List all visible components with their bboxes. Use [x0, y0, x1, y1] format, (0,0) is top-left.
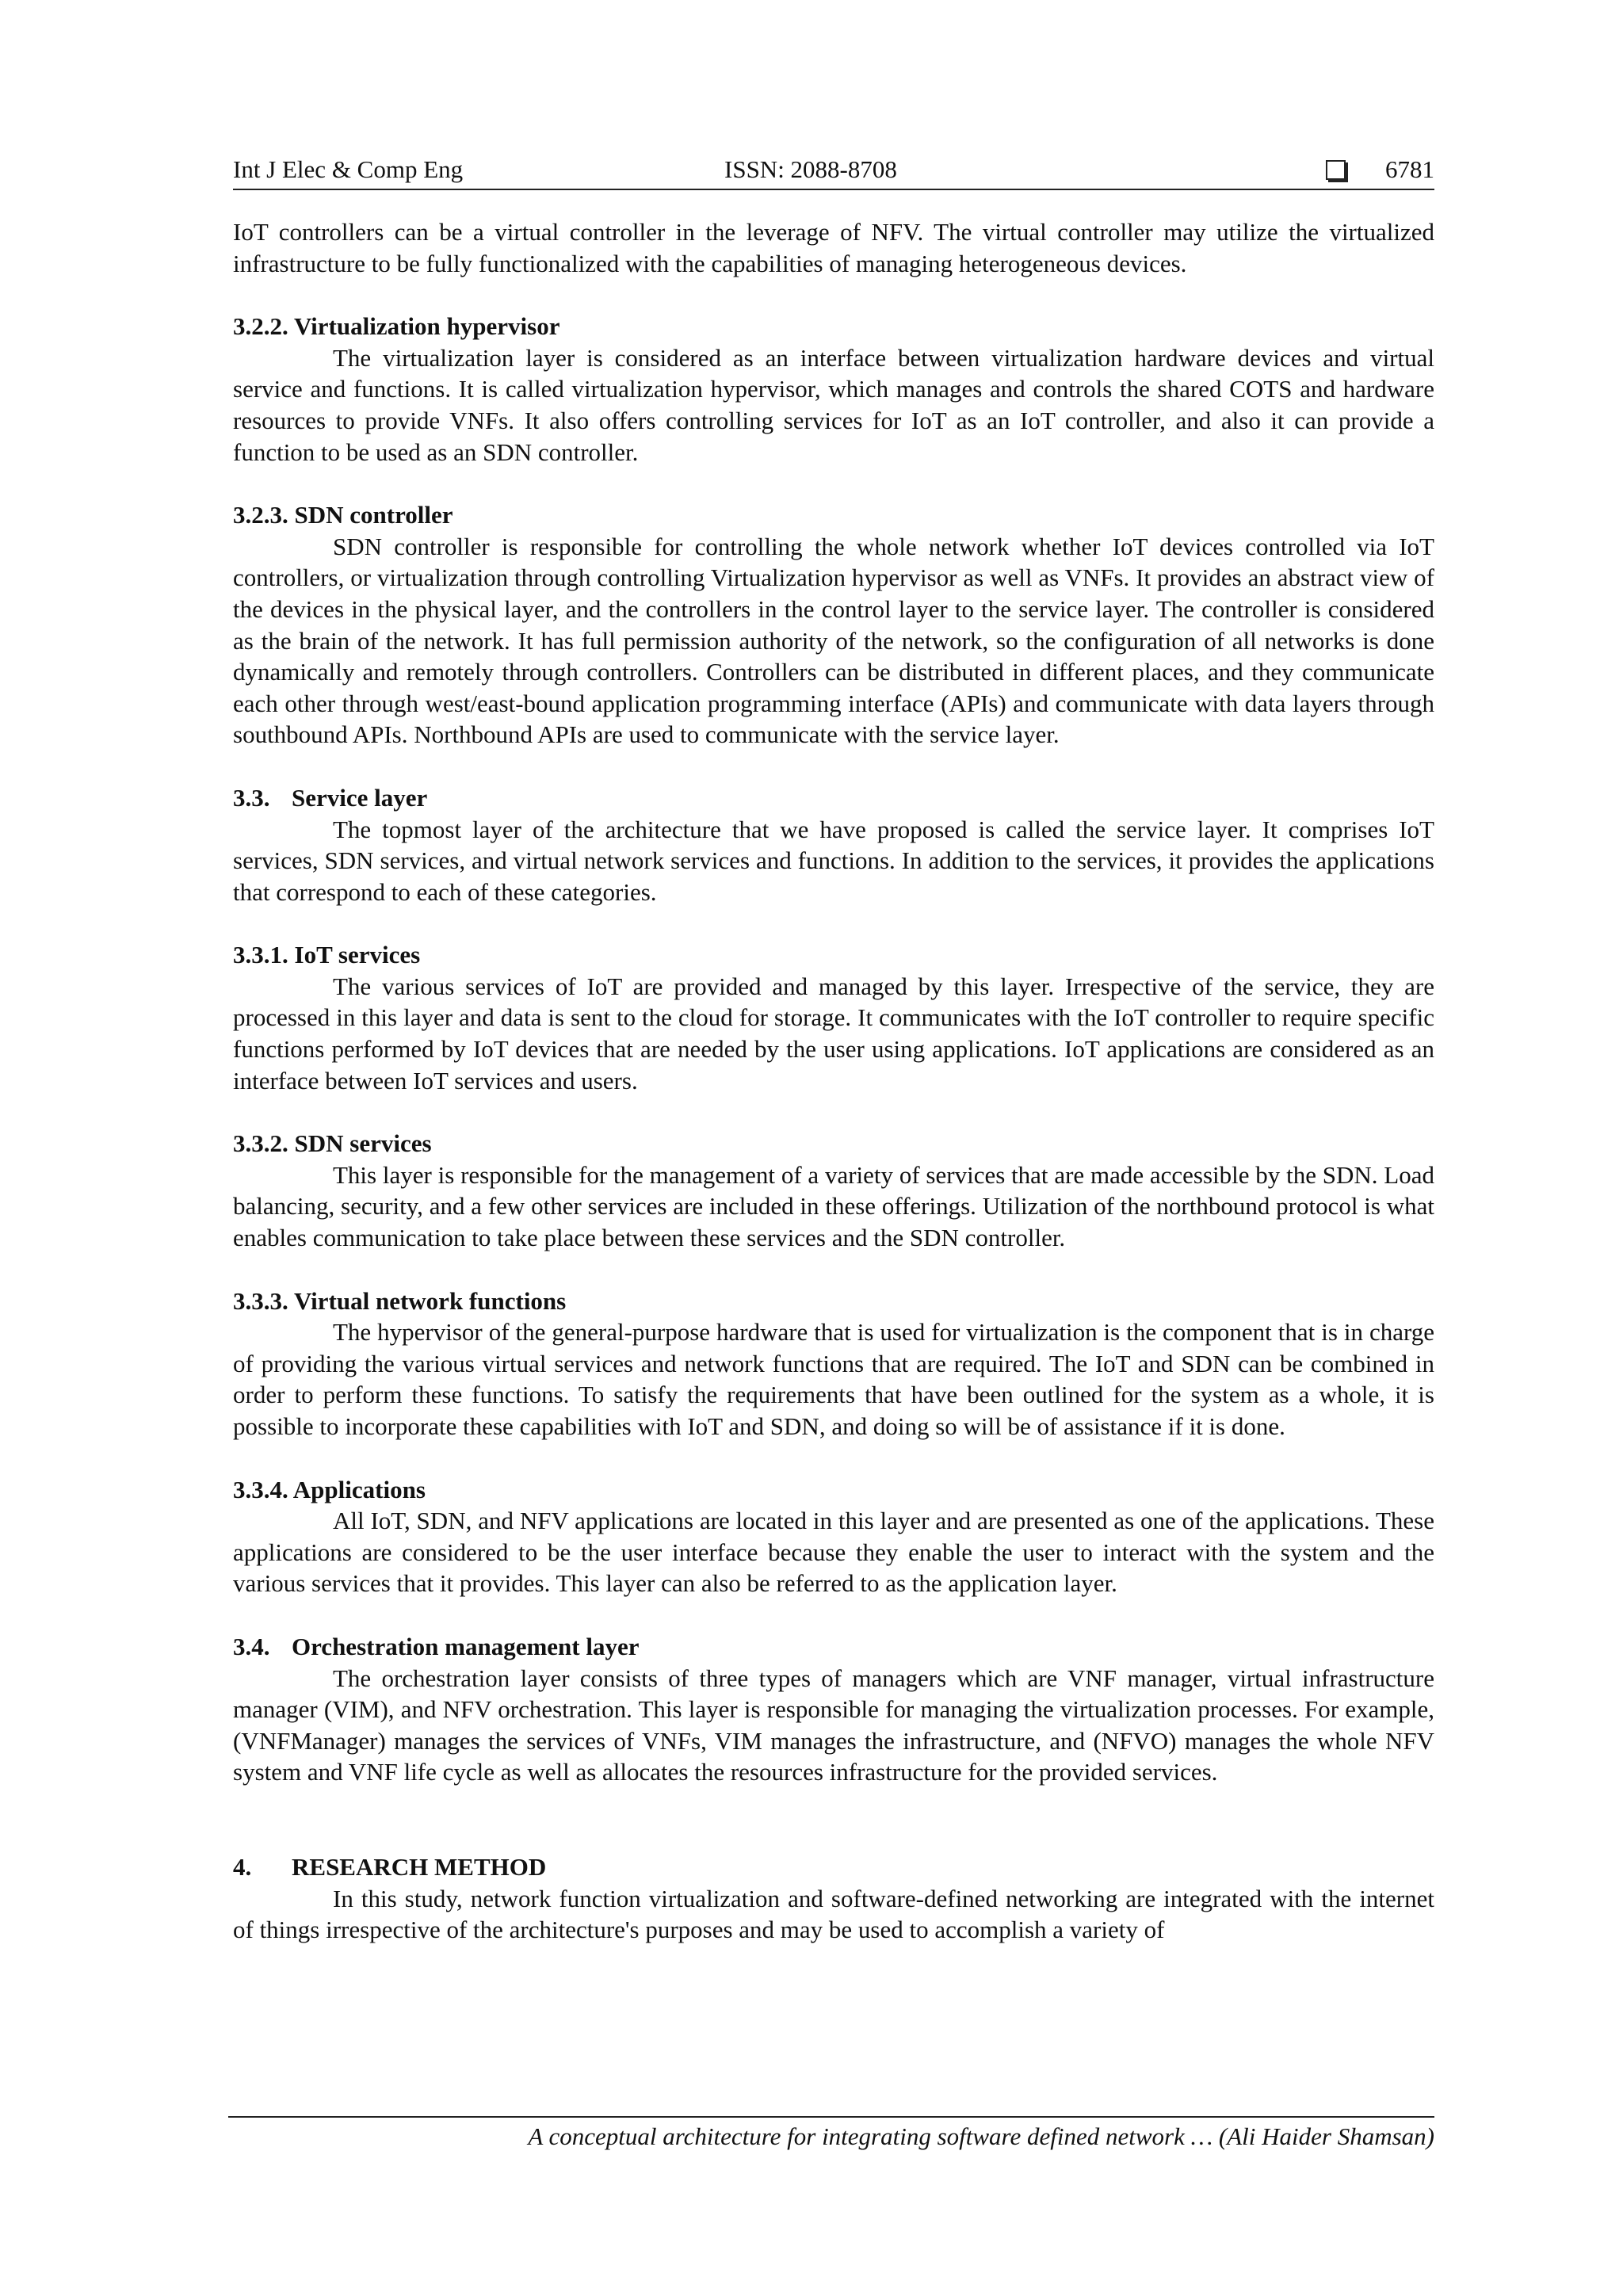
article-body [233, 216, 1434, 1946]
page-header [233, 155, 1434, 190]
section-heading-3-4 [233, 1631, 1434, 1663]
section-title: Orchestration management layer [292, 1632, 640, 1660]
section-paragraph-3-2-2: The virtualization layer is considered as an interface between virtualization hardware devices and virtual service and functions. It is called virtualization hypervisor, which manages and controls the shared COTS and hardware resources to provide VNFs. It also offers controlling services for IoT as an IoT controller, and also it can provide a function to be used as an SDN controller. [233, 343, 1434, 466]
section-paragraph-3-3-2: This layer is responsible for the management of a variety of services that are made accessible by the SDN. Load balancing, security, and a few other services are included in these offerings. Utilization of the northbound protocol is what enables communication to take place between these services and the SDN controller. [233, 1160, 1434, 1252]
page-footer [228, 2116, 1434, 2151]
issn: ISSN: 2088-8708 [724, 155, 897, 183]
section-heading-3-2-2: 3.2.2. Virtualization hypervisor [233, 312, 560, 341]
section-title: RESEARCH METHOD [292, 1852, 547, 1881]
intro-paragraph: IoT controllers can be a virtual controller in the leverage of NFV. The virtual controller may utilize the virtualized infrastructure to be fully functionalized with the capabilities of managing heterogeneous devices. [233, 218, 1434, 277]
section-number: 3.3. [233, 783, 270, 812]
journal-name: Int J Elec & Comp Eng [233, 155, 464, 183]
section-paragraph-4: In this study, network function virtualization and software-defined networking are integrated with the internet of things irrespective of the architecture's purposes and may be used to accomplish a variety of [233, 1884, 1434, 1944]
section-paragraph-3-3-1: The various services of IoT are provided and managed by this layer. Irrespective of the service, they are processed in this layer and data is sent to the cloud for storage. It communicates with the IoT controller to require specific functions performed by IoT devices that are needed by the user using applications. IoT applications are considered as an interface between IoT services and users. [233, 972, 1434, 1095]
section-paragraph-3-3-4: All IoT, SDN, and NFV applications are located in this layer and are presented as one of the applications. These applications are considered to be the user interface because they enable the user to interact with the system and the various services that it provides. This layer can also be referred to as the application layer. [233, 1507, 1434, 1598]
section-number: 4. [233, 1852, 252, 1881]
section-heading-3-3 [233, 782, 1434, 814]
section-number: 3.4. [233, 1632, 270, 1660]
page-number: 6781 [1385, 155, 1434, 183]
section-heading-3-3-3: 3.3.3. Virtual network functions [233, 1286, 567, 1315]
section-heading-3-3-4: 3.3.4. Applications [233, 1475, 426, 1503]
section-paragraph-3-3-3: The hypervisor of the general-purpose hardware that is used for virtualization is the component that is in charge of providing the various virtual services and network functions that are required. The IoT and SDN can be combined in order to perform these functions. To satisfy the requirements that have been outlined for the system as a whole, it is possible to incorporate these capabilities with IoT and SDN, and doing so will be of assistance if it is done. [233, 1318, 1434, 1440]
section-paragraph-3-3: The topmost layer of the architecture that we have proposed is called the service layer. It comprises IoT services, SDN services, and virtual network services and functions. In addition to the services, it provides the applications that correspond to each of these categories. [233, 815, 1434, 906]
section-paragraph-3-2-3: SDN controller is responsible for controlling the whole network whether IoT devices controlled via IoT controllers, or virtualization through controlling Virtualization hypervisor as well as VNFs. It provides an abstract view of the devices in the physical layer, and the controllers in the control layer to the service layer. The controller is considered as the brain of the network. It has full permission authority of the network, so the configuration of all networks is done dynamically and remotely through controllers. Controllers can be distributed in different places, and they communicate each other through west/east-bound application programming interface (APIs) and communicate with data layers through southbound APIs. Northbound APIs are used to communicate with the service layer. [233, 532, 1434, 749]
section-heading-3-2-3: 3.2.3. SDN controller [233, 501, 453, 529]
section-heading-4 [233, 1851, 1434, 1883]
section-paragraph-3-4: The orchestration layer consists of three types of managers which are VNF manager, virtual infrastructure manager (VIM), and NFV orchestration. This layer is responsible for managing the virtualization processes. For example, (VNFManager) manages the services of VNFs, VIM manages the infrastructure, and (NFVO) manages the whole NFV system and VNF life cycle as well as allocates the resources infrastructure for the provided services. [233, 1664, 1434, 1786]
square-bullet-icon [1326, 160, 1346, 180]
section-heading-3-3-1: 3.3.1. IoT services [233, 941, 421, 969]
running-title: A conceptual architecture for integrating software defined network … (Ali Haider Shamsan) [528, 2122, 1434, 2150]
section-title: Service layer [292, 783, 428, 812]
section-heading-3-3-2: 3.3.2. SDN services [233, 1129, 432, 1158]
